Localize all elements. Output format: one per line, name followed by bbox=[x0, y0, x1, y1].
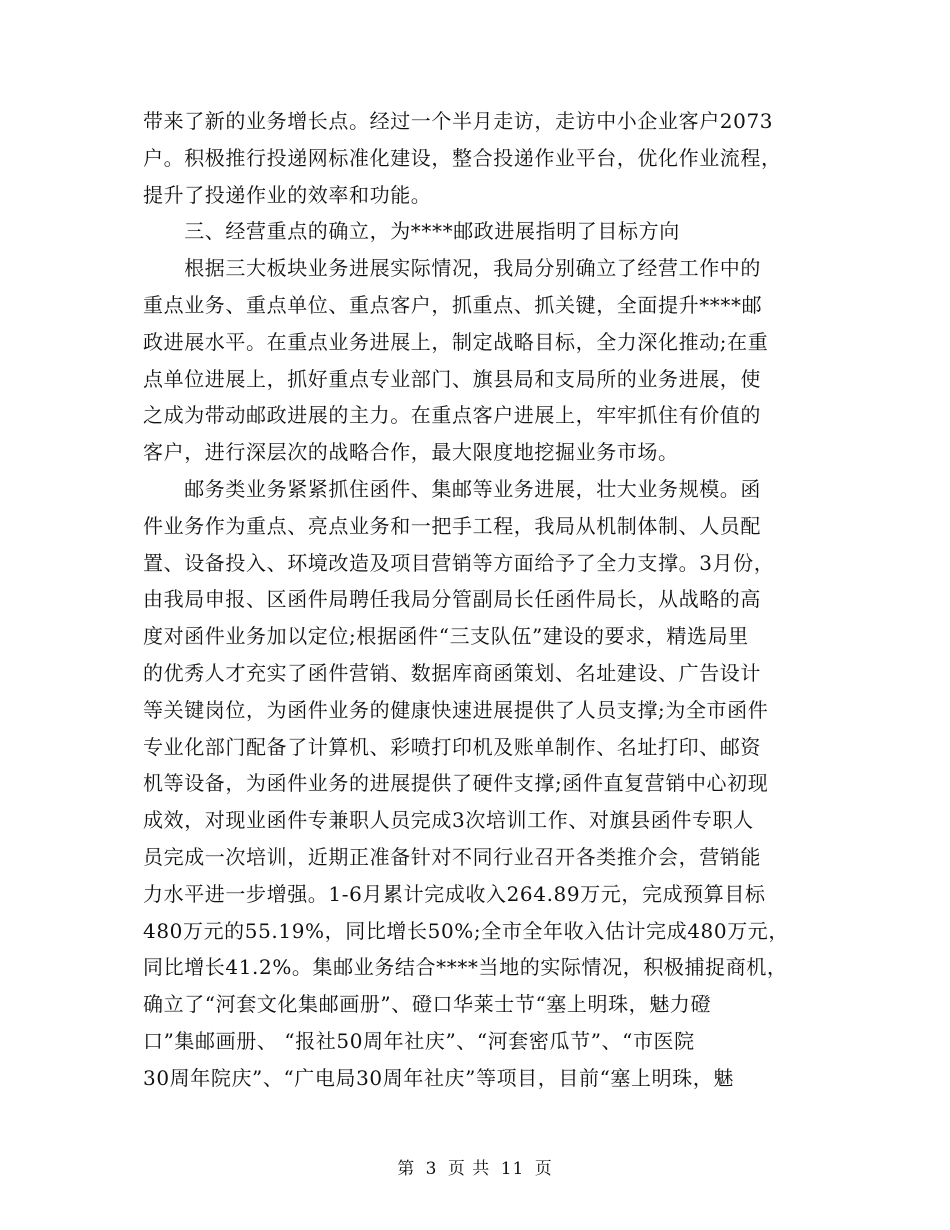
text-line: 度对函件业务加以定位;根据函件“三支队伍”建设的要求，精选局里 bbox=[143, 624, 749, 649]
text-line: 等关键岗位，为函件业务的健康快速进展提供了人员支撑;为全市函件 bbox=[143, 697, 769, 722]
text-line: 确立了“河套文化集邮画册”、磴口华莱士节“塞上明珠，魅力磴 bbox=[143, 992, 712, 1017]
text-line: 客户，进行深层次的战略合作，最大限度地挖掘业务市场。 bbox=[143, 440, 679, 465]
text-line: 的优秀人才充实了函件营销、数据库商函策划、名址建设、广告设计 bbox=[143, 660, 761, 685]
text-line: 同比增长41.2%。集邮业务结合****当地的实际情况，积极捕捉商机， bbox=[143, 955, 788, 980]
text-line: 重点业务、重点单位、重点客户，抓重点、抓关键，全面提升****邮 bbox=[143, 292, 763, 317]
footer-prefix: 第 bbox=[397, 1159, 416, 1179]
text-line: 根据三大板块业务进展实际情况，我局分别确立了经营工作中的 bbox=[143, 256, 761, 281]
total-pages-number: 11 bbox=[500, 1159, 525, 1179]
text-line: 力水平进一步增强。1-6月累计完成收入264.89万元，完成预算目标 bbox=[143, 881, 766, 906]
text-line: 之成为带动邮政进展的主力。在重点客户进展上，牢牢抓住有价值的 bbox=[143, 403, 761, 428]
text-line: 口”集邮画册、 “报社50周年社庆”、“河套密瓜节”、“市医院 bbox=[143, 1028, 695, 1053]
text-line: 点单位进展上，抓好重点专业部门、旗县局和支局所的业务进展，使 bbox=[143, 366, 761, 391]
text-line: 员完成一次培训，近期正准备针对不同行业召开各类推介会，营销能 bbox=[143, 844, 761, 869]
text-line: 480万元的55.19%，同比增长50%;全市全年收入估计完成480万元， bbox=[143, 918, 789, 943]
text-line: 成效，对现业函件专兼职人员完成3次培训工作、对旗县函件专职人 bbox=[143, 808, 754, 833]
page-footer bbox=[0, 1154, 950, 1179]
text-line: 带来了新的业务增长点。经过一个半月走访，走访中小企业客户2073 bbox=[143, 109, 774, 133]
footer-suffix: 页 bbox=[534, 1159, 553, 1179]
text-line: 30周年院庆”、“广电局30周年社庆”等项目，目前“塞上明珠，魅 bbox=[143, 1065, 734, 1090]
current-page-number: 3 bbox=[425, 1159, 438, 1179]
text-line: 件业务作为重点、亮点业务和一把手工程，我局从机制体制、人员配 bbox=[143, 513, 761, 538]
text-line: 置、设备投入、环境改造及项目营销等方面给予了全力支撑。3月份， bbox=[143, 550, 775, 575]
text-line: 专业化部门配备了计算机、彩喷打印机及账单制作、名址打印、邮资 bbox=[143, 734, 761, 759]
footer-middle: 页 共 bbox=[447, 1159, 491, 1179]
text-line: 户。积极推行投递网标准化建设，整合投递作业平台，优化作业流程， bbox=[143, 145, 782, 170]
text-line: 由我局申报、区函件局聘任我局分管副局长任函件局长，从战略的高 bbox=[143, 587, 761, 612]
section-heading: 三、经营重点的确立，为****邮政进展指明了目标方向 bbox=[143, 219, 680, 244]
body-text bbox=[143, 103, 808, 1097]
text-line: 机等设备，为函件业务的进展提供了硬件支撑;函件直复营销中心初现 bbox=[143, 771, 769, 796]
text-line: 政进展水平。在重点业务进展上，制定战略目标，全力深化推动;在重 bbox=[143, 329, 769, 354]
text-line: 提升了投递作业的效率和功能。 bbox=[143, 182, 432, 207]
text-line: 邮务类业务紧紧抓住函件、集邮等业务进展，壮大业务规模。函 bbox=[143, 476, 761, 501]
